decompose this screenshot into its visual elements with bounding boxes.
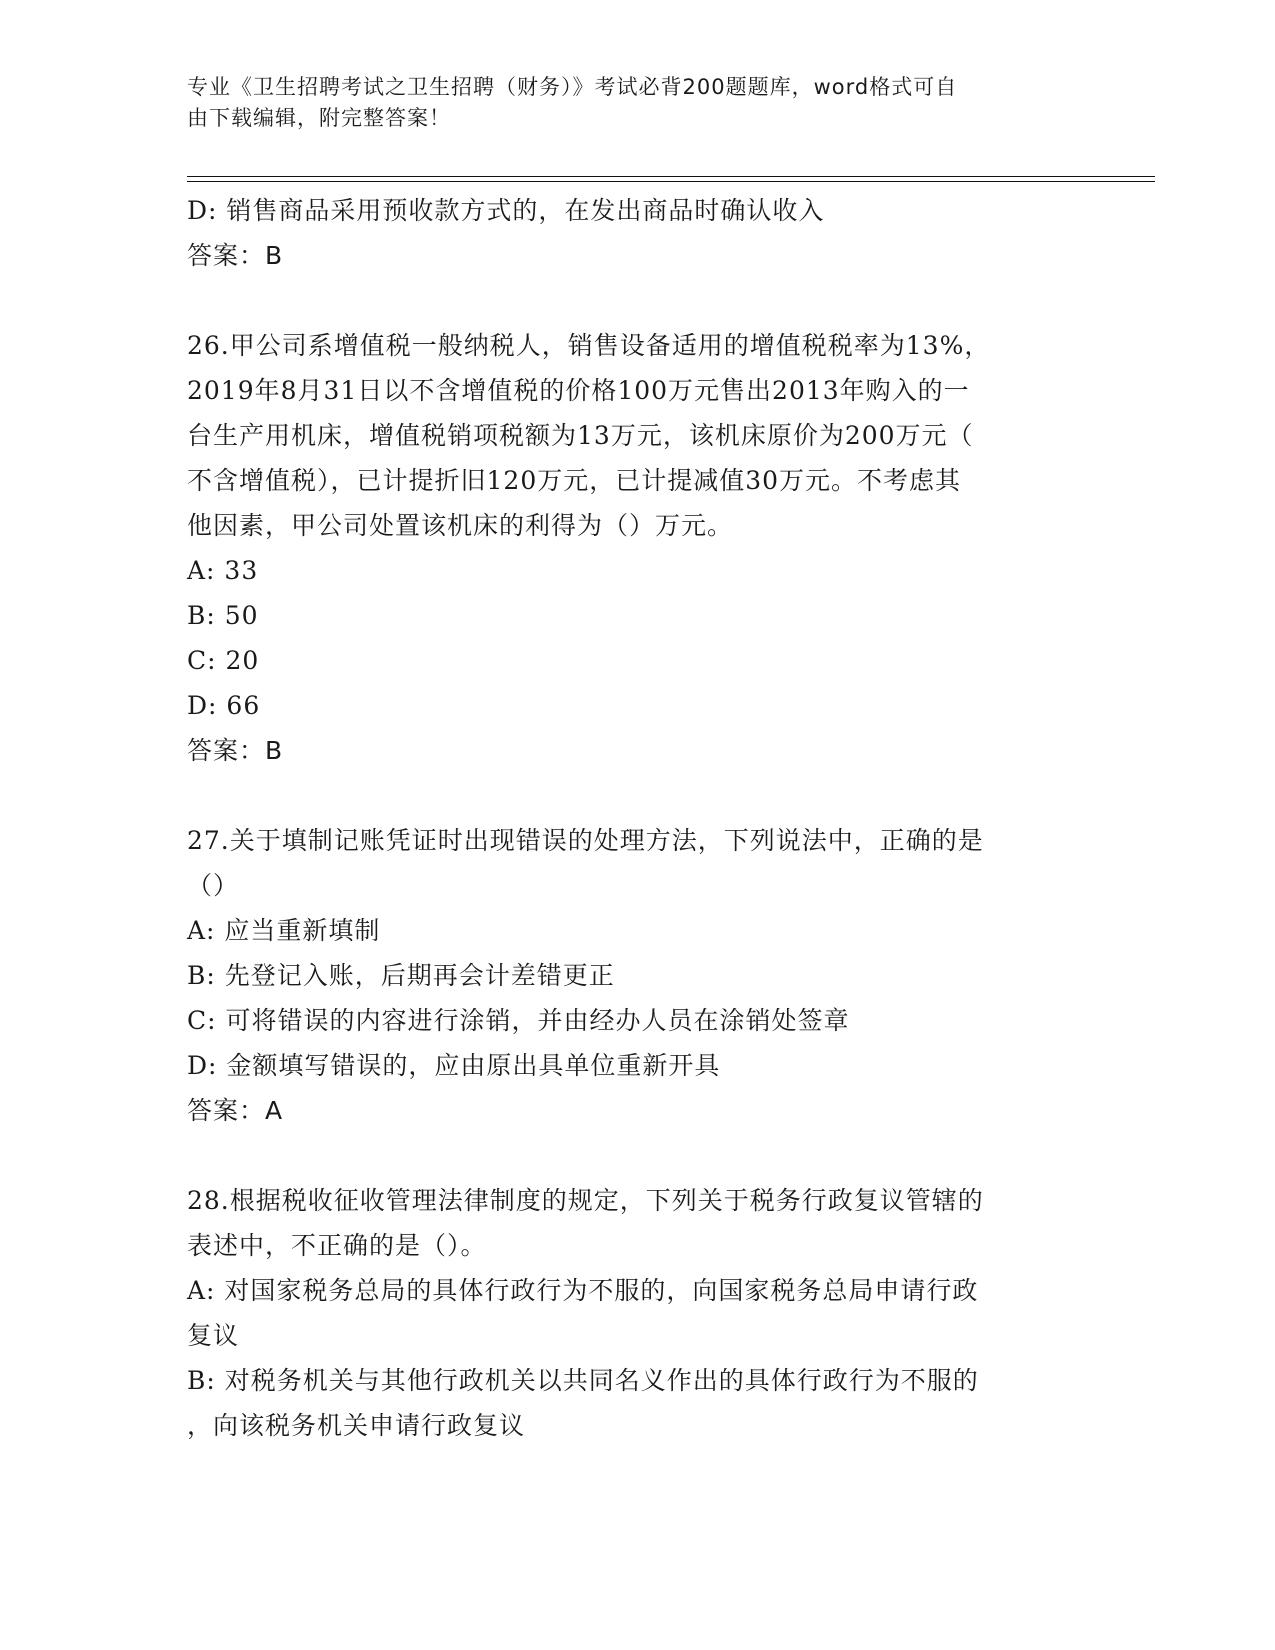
option-a: A: 对国家税务总局的具体行政行为不服的，向国家税务总局申请行政: [187, 1276, 979, 1305]
option-b: B: 先登记入账，后期再会计差错更正: [187, 961, 615, 990]
question-text-line: 26.甲公司系增值税一般纳税人，销售设备适用的增值税税率为13%，: [187, 331, 991, 360]
document-header: [187, 72, 1067, 134]
option-d: D: 66: [187, 691, 261, 720]
answer: 答案：B: [187, 241, 284, 270]
question-text-line: 台生产用机床，增值税销项税额为13万元，该机床原价为200万元（: [187, 421, 974, 450]
question-27: [187, 818, 1072, 1133]
question-26: [187, 323, 1072, 773]
option-b-continued: ，向该税务机关申请行政复议: [187, 1411, 526, 1440]
spacer: [187, 773, 1072, 818]
answer: 答案：B: [187, 736, 284, 765]
option-a: A: 应当重新填制: [187, 916, 381, 945]
question-text-line: 不含增值税），已计提折旧120万元，已计提减值30万元。不考虑其: [187, 466, 962, 495]
question-text-line: 他因素，甲公司处置该机床的利得为（）万元。: [187, 511, 734, 540]
header-rule-top: [187, 176, 1155, 177]
question-text-line: 28.根据税收征收管理法律制度的规定，下列关于税务行政复议管辖的: [187, 1186, 984, 1215]
header-rule-bottom: [187, 181, 1155, 182]
option-a-continued: 复议: [187, 1321, 240, 1350]
option-a: A: 33: [187, 556, 259, 585]
option-d: D: 销售商品采用预收款方式的，在发出商品时确认收入: [187, 196, 825, 225]
question-text-line: 表述中，不正确的是（）。: [187, 1231, 487, 1260]
answer: 答案：A: [187, 1096, 284, 1125]
spacer: [187, 1133, 1072, 1178]
header-line-1: 专业《卫生招聘考试之卫生招聘（财务）》考试必背200题题库，word格式可自: [187, 75, 958, 99]
option-d: D: 金额填写错误的，应由原出具单位重新开具: [187, 1051, 721, 1080]
header-line-2: 由下载编辑，附完整答案！: [187, 106, 451, 130]
document-body: [187, 188, 1072, 1448]
question-28: [187, 1178, 1072, 1448]
previous-question-tail: [187, 188, 1072, 278]
option-c: C: 20: [187, 646, 260, 675]
question-text-line: 2019年8月31日以不含增值税的价格100万元售出2013年购入的一: [187, 376, 970, 405]
question-text-line: （）: [187, 871, 240, 900]
spacer: [187, 278, 1072, 323]
option-b: B: 50: [187, 601, 259, 630]
option-c: C: 可将错误的内容进行涂销，并由经办人员在涂销处签章: [187, 1006, 850, 1035]
question-text-line: 27.关于填制记账凭证时出现错误的处理方法，下列说法中，正确的是: [187, 826, 984, 855]
option-b: B: 对税务机关与其他行政机关以共同名义作出的具体行政行为不服的: [187, 1366, 979, 1395]
